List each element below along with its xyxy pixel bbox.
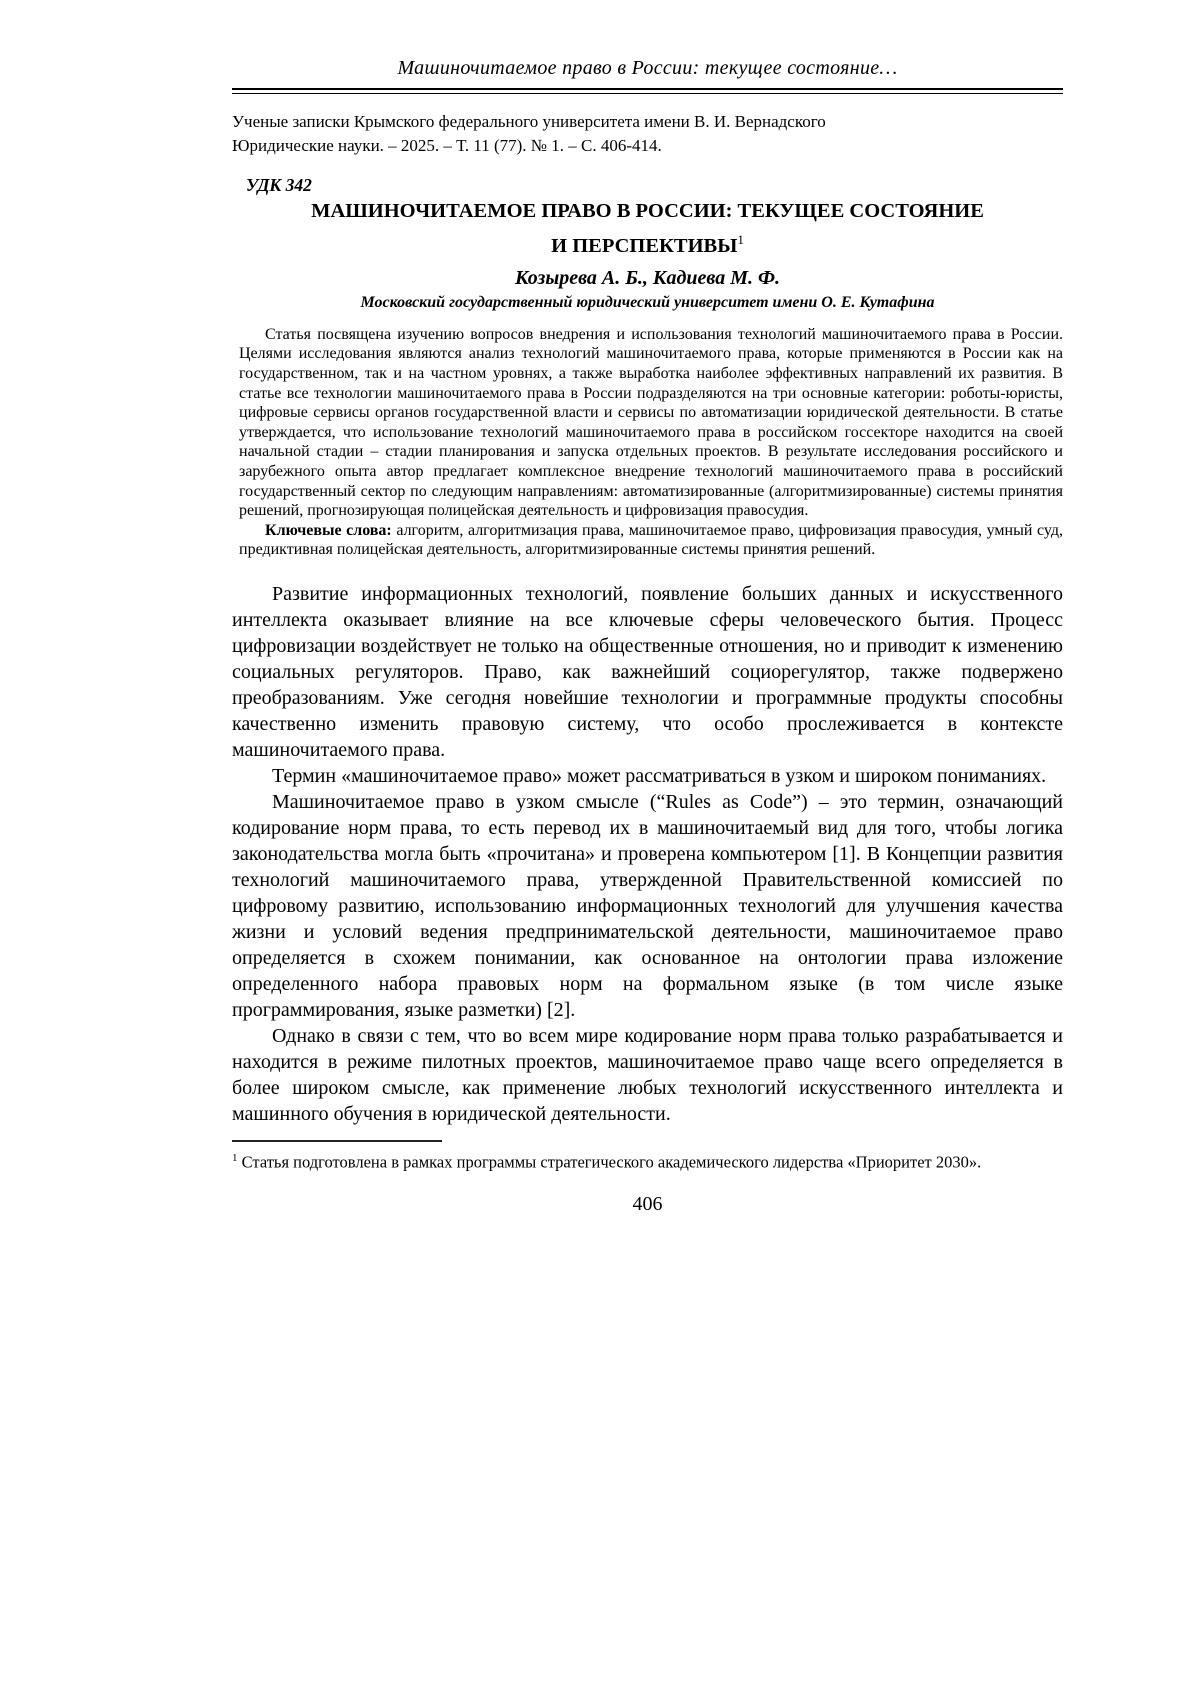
abstract-text: Статья посвящена изучению вопросов внедрения и использования технологий машиночитаемого права в России. Целями исследования являются анализ технологий машиночитаемого права, которые применяются в России как на государственном, так и на частном уровнях, а также выработка наиболее эффективных направлений их развития. В статье все технологии машиночитаемого права в России подразделяются на три основные категории: роботы-юристы, цифровые сервисы органов государственной власти и сервисы по автоматизации юридической деятельности. В статье утверждается, что использование технологий машиночитаемого права в российском госсекторе находится на своей начальной стадии – стадии планирования и запуска отдельных проектов. В результате исследования российского и зарубежного опыта автор предлагает комплексное внедрение технологий машиночитаемого права в российский государственный сектор по следующим направлениям: автоматизированные (алгоритмизированные) системы принятия решений, прогнозирующая полицейская деятельность и цифровизация правосудия.: [239, 325, 1063, 520]
journal-citation-line2: Юридические науки. – 2025. – Т. 11 (77). № 1. – С. 406-414.: [232, 135, 662, 155]
body-paragraph: Машиночитаемое право в узком смысле (“Rules as Code”) – это термин, означающий кодирование норм права, то есть перевод их в машиночитаемый вид для того, чтобы логика законодательства могла быть «прочитана» и проверена компьютером [1]. В Концепции развития технологий машиночитаемого права, утвержденной Правительственной комиссией по цифровому развитию, использованию информационных технологий для улучшения качества жизни и условий ведения предпринимательской деятельности, машиночитаемое право определяется в схожем понимании, как основанное на онтологии права изложение определенного набора правовых норм на формальном языке (в том числе языке программирования, языке разметки) [2].: [232, 790, 1063, 1021]
header-double-rule: [232, 88, 1063, 94]
running-head: Машиночитаемое право в России: текущее состояние…: [397, 57, 898, 79]
footnote-rule: [232, 1140, 442, 1142]
footnote-text: Статья подготовлена в рамках программы стратегического академического лидерства «Приоритет 2030».: [237, 1152, 982, 1172]
journal-citation: [232, 110, 1063, 157]
article-title: [232, 198, 1063, 260]
footnote-marker: 1: [232, 1151, 238, 1164]
affiliation: Московский государственный юридический университет имени О. Е. Кутафина: [360, 293, 935, 311]
body-paragraph: Развитие информационных технологий, появление больших данных и искусственного интеллекта оказывает влияние на все ключевые сферы человеческого бытия. Процесс цифровизации воздействует не только на общественные отношения, но и приводит к изменению социальных регуляторов. Право, как важнейший социорегулятор, также подвержено преобразованиям. Уже сегодня новейшие технологии и программные продукты способны качественно изменить правовую систему, что особо прослеживается в контексте машиночитаемого права.: [232, 582, 1063, 761]
title-line-1: МАШИНОЧИТАЕМОЕ ПРАВО В РОССИИ: ТЕКУЩЕЕ СОСТОЯНИЕ: [311, 200, 984, 222]
abstract-block: [239, 325, 1063, 560]
body-paragraph: Термин «машиночитаемое право» может рассматриваться в узком и широком пониманиях.: [272, 764, 1047, 787]
title-line-2: [232, 226, 1063, 260]
keywords: [239, 521, 1063, 560]
article-body: [232, 581, 1063, 1127]
footnote: [232, 1146, 1063, 1175]
page-number: 406: [632, 1193, 663, 1216]
authors: Козырева А. Б., Кадиева М. Ф.: [514, 266, 780, 289]
keywords-text: алгоритм, алгоритмизация права, машиночитаемое право, цифровизация правосудия, умный суд, предиктивная полицейская деятельность, алгоритмизированные системы принятия решений.: [239, 521, 1063, 559]
journal-citation-line1: Ученые записки Крымского федерального университета имени В. И. Вернадского: [232, 112, 826, 131]
title-footnote-ref: 1: [737, 231, 744, 247]
udc-label: УДК 342: [246, 175, 312, 195]
keywords-label: Ключевые слова:: [265, 521, 392, 539]
title-line-2-text: И ПЕРСПЕКТИВЫ: [551, 234, 738, 257]
body-paragraph: Однако в связи с тем, что во всем мире кодирование норм права только разрабатывается и находится в режиме пилотных проектов, машиночитаемое право чаще всего определяется в более широком смысле, как применение любых технологий искусственного интеллекта и машинного обучения в юридической деятельности.: [232, 1024, 1063, 1125]
